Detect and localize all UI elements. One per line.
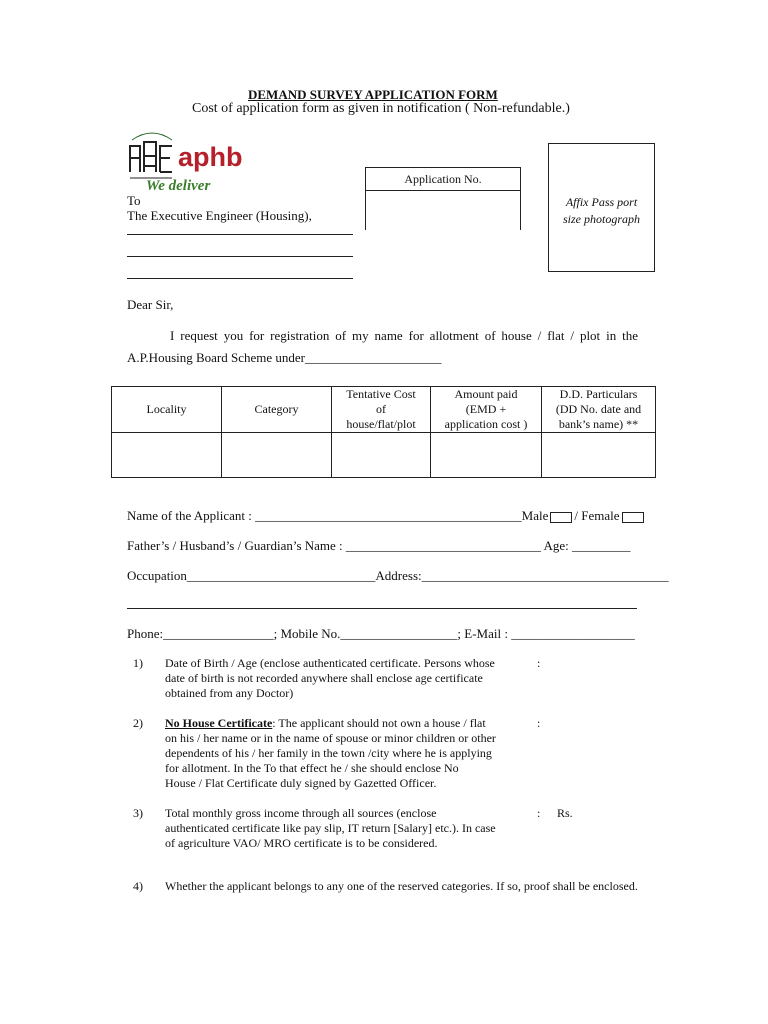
guardian-row: Father’s / Husband’s / Guardian’s Name : ______________________________ Age: _________	[127, 538, 631, 553]
item-4-text: Whether the applicant belongs to any one of the reserved categories. If so, proof shall be enclosed.	[165, 879, 638, 893]
table-header-row	[112, 387, 656, 433]
photo-box[interactable]	[548, 143, 655, 272]
application-number-label: Application No.	[404, 172, 482, 186]
application-number-header	[365, 167, 521, 191]
item-3-text: Total monthly gross income through all sources (enclose authenticated certificate like pay slip, IT return [Salary] etc.). In case of agriculture VAO/ MRO certificate is to be considered.	[165, 806, 496, 850]
cell-tentative-cost[interactable]	[332, 433, 431, 478]
female-checkbox[interactable]	[622, 512, 644, 523]
item-2-number: 2)	[133, 716, 143, 730]
address-continuation-line[interactable]	[127, 608, 637, 609]
salutation: Dear Sir,	[127, 297, 174, 312]
address-line-1[interactable]	[127, 234, 353, 235]
photo-instruction-line2: size photograph	[562, 212, 640, 226]
occupation-address-row: Occupation_____________________________Address:______________________________________	[127, 568, 669, 583]
form-title: DEMAND SURVEY APPLICATION FORM	[248, 87, 498, 102]
applicant-name-row	[127, 508, 646, 523]
request-line-1: I request you for registration of my name for allotment of house / flat / plot in the	[170, 328, 638, 343]
table-row	[112, 433, 656, 478]
address-line-3[interactable]	[127, 278, 353, 279]
cell-locality[interactable]	[112, 433, 222, 478]
header-locality: Locality	[112, 387, 222, 433]
male-checkbox[interactable]	[550, 512, 572, 523]
application-box-right-edge	[520, 190, 521, 230]
aphb-logo	[126, 126, 241, 196]
request-line-2: A.P.Housing Board Scheme under_____________________	[127, 350, 442, 365]
item-1-text: Date of Birth / Age (enclose authenticated certificate. Persons whose date of birth is not recorded anywhere shall enclose age certificate obtained from any Doctor)	[165, 656, 495, 700]
to-label: To	[127, 193, 141, 208]
item-2-heading: No House Certificate	[165, 716, 273, 730]
applicant-name-label: Name of the Applicant : _________________________________________Male	[127, 508, 549, 523]
logo-brand: aphb	[178, 142, 243, 172]
header-amount-paid: Amount paid (EMD + application cost )	[431, 387, 542, 433]
logo-tagline: We deliver	[146, 178, 211, 194]
item-2-text: No House Certificate: The applicant should not own a house / flat on his / her name or in the name of spouse or minor children or other dependents of his / her family in the town /city where he is applying for allotment. In the To that effect he / she should enclose No House / Flat Certificate duly signed by Gazetted Officer.	[165, 716, 496, 790]
header-category: Category	[222, 387, 332, 433]
cell-dd-particulars[interactable]	[542, 433, 656, 478]
item-3-number: 3)	[133, 806, 143, 820]
item-3-rs: Rs.	[557, 806, 573, 820]
address-line-2[interactable]	[127, 256, 353, 257]
application-number-field[interactable]	[366, 190, 519, 230]
item-1-number: 1)	[133, 656, 143, 670]
item-1-colon: :	[537, 656, 541, 670]
form-subtitle: Cost of application form as given in notification ( Non-refundable.)	[192, 101, 570, 116]
item-3-colon: :	[537, 806, 541, 820]
item-2-colon: :	[537, 716, 541, 730]
female-label: / Female	[574, 508, 620, 523]
header-tentative-cost: Tentative Cost of house/flat/plot	[332, 387, 431, 433]
item-4-number: 4)	[133, 879, 143, 893]
cell-amount-paid[interactable]	[431, 433, 542, 478]
recipient: The Executive Engineer (Housing),	[127, 208, 312, 223]
cell-category[interactable]	[222, 433, 332, 478]
contact-row: Phone:_________________; Mobile No.__________________; E-Mail : ___________________	[127, 626, 635, 641]
photo-instruction-line1: Affix Pass port	[565, 195, 638, 209]
allotment-table	[111, 386, 656, 478]
header-dd-particulars: D.D. Particulars (DD No. date and bank’s name) **	[542, 387, 656, 433]
